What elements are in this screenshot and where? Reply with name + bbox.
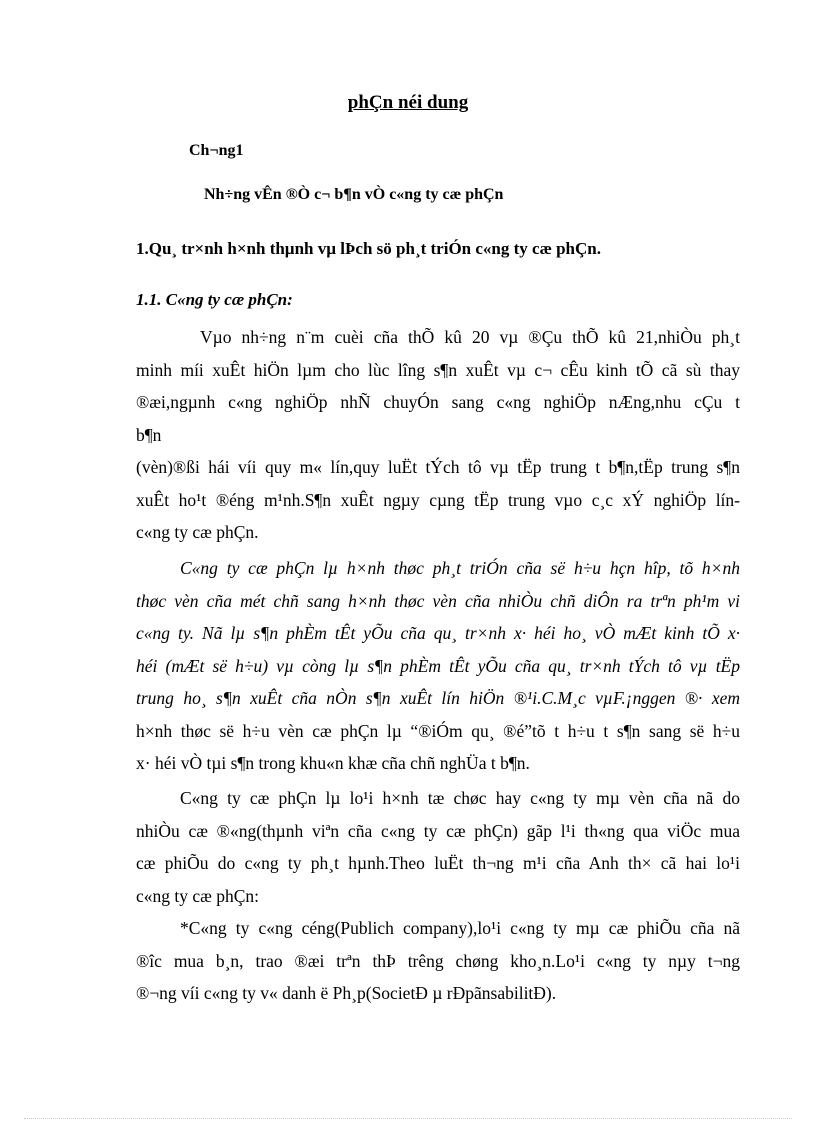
section-heading-1-1: 1.1. C«ng ty cæ phÇn: — [136, 290, 293, 309]
paragraph-line: ®æi,ngµnh c«ng nghiÖp nhÑ chuyÓn sang c«ng nghiÖp nÆng,nhu cÇu t — [136, 392, 740, 412]
paragraph-line: h×nh thøc së h÷u vèn cæ phÇn lµ “®iÓm qu¸ ®é”tõ t h÷u t s¶n sang së h÷u — [136, 720, 740, 741]
section-heading-1: 1.Qu¸ tr×nh h×nh thµnh vµ lÞch sö ph¸t triÓn c«ng ty cæ phÇn. — [136, 239, 601, 258]
paragraph-line: c«ng ty cæ phÇn. — [136, 522, 259, 542]
paragraph-line: (vèn)®ßi hái víi quy m« lín,quy luËt tÝch tô vµ tËp trung t b¶n,tËp trung s¶n — [136, 457, 740, 477]
paragraph-1 — [136, 321, 740, 549]
page-title-text: phÇn néi dung — [347, 92, 469, 113]
paragraph-line: c«ng ty. Nã lµ s¶n phÈm tÊt yÕu cña qu¸ tr×nh x· héi ho¸ vÒ mÆt kinh tÕ x· — [136, 623, 740, 643]
paragraph-line: c«ng ty cæ phÇn: — [136, 885, 259, 906]
paragraph-line: Vµo nh÷ng n¨m cuèi cña thÕ kû 20 vµ ®Çu thÕ kû 21,nhiÒu ph¸t — [200, 327, 740, 347]
paragraph-line: cæ phiÕu do c«ng ty ph¸t hµnh.Theo luËt th¬ng m¹i cña Anh th× cã hai lo¹i — [136, 853, 740, 873]
paragraph-line: xuÊt ho¹t ®éng m¹nh.S¶n xuÊt ngµy cµng tËp trung vµo c¸c xÝ nghiÖp lín- — [136, 489, 740, 510]
paragraph-line: C«ng ty cæ phÇn lµ h×nh thøc ph¸t triÓn cña së h÷u hçn hîp, tõ h×nh — [180, 558, 740, 578]
chapter-heading: Ch¬ng1 — [189, 142, 244, 159]
paragraph-line: C«ng ty cæ phÇn lµ lo¹i h×nh tæ chøc hay c«ng ty mµ vèn cña nã do — [180, 788, 740, 808]
page-title — [0, 92, 816, 114]
chapter-subtitle: Nh÷ng vÊn ®Ò c¬ b¶n vÒ c«ng ty cæ phÇn — [204, 186, 504, 203]
paragraph-line: thøc vèn cña mét chñ sang h×nh thøc vèn cña nhiÒu chñ diÔn ra trªn ph¹m vi — [136, 590, 740, 611]
paragraph-line: héi (mÆt së h÷u) vµ còng lµ s¶n phÈm tÊt yÕu cña qu¸ tr×nh tÝch tô vµ tËp — [136, 655, 740, 676]
paragraph-line: *C«ng ty c«ng céng(Publich company),lo¹i c«ng ty mµ cæ phiÕu cña nã — [180, 918, 740, 938]
paragraph-line: trung ho¸ s¶n xuÊt cña nÒn s¶n xuÊt lín hiÖn ®¹i.C.M¸c vµF.¡nggen ®· xem — [136, 688, 740, 708]
paragraph-line: nhiÒu cæ ®«ng(thµnh viªn cña c«ng ty cæ phÇn) gãp l¹i th«ng qua viÖc mua — [136, 820, 740, 841]
paragraph-line: ®¬ng víi c«ng ty v« danh ë Ph¸p(SocietÐ µ rÐpãnsabilitÐ). — [136, 983, 557, 1003]
paragraph-line: ®îc mua b¸n, trao ®æi trªn thÞ trêng chøng kho¸n.Lo¹i c«ng ty nµy t¬ng — [136, 950, 740, 971]
paragraph-4 — [136, 912, 740, 1010]
paragraph-3 — [136, 782, 740, 912]
page-bottom-divider — [24, 1118, 792, 1119]
paragraph-line: minh míi xuÊt hiÖn lµm cho lùc lîng s¶n xuÊt vµ c¬ cÊu kinh tÕ cã sù thay — [136, 359, 740, 380]
paragraph-line: b¶n — [136, 424, 162, 445]
paragraph-line: x· héi vÒ tµi s¶n trong khu«n khæ cña chñ nghÜa t b¶n. — [136, 753, 530, 773]
paragraph-2 — [136, 552, 740, 780]
